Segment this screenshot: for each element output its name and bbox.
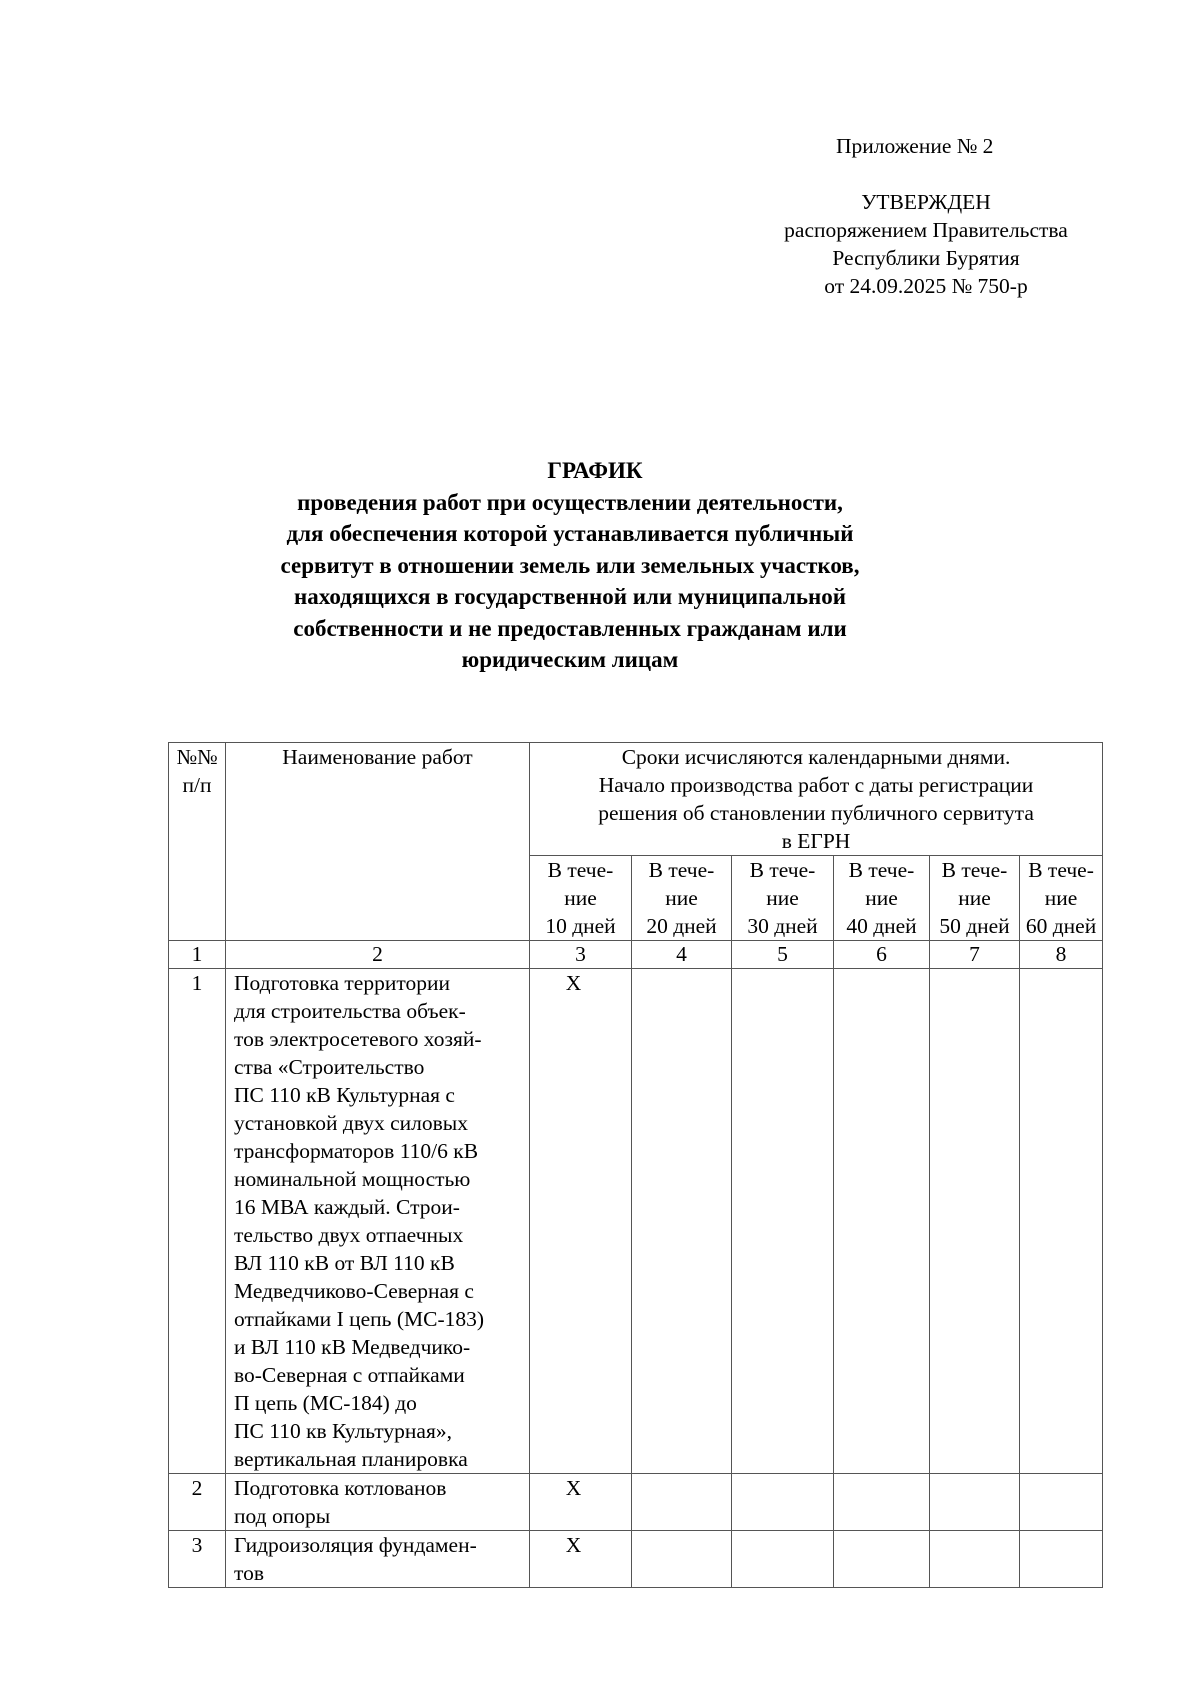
- day-column-header: [530, 856, 632, 941]
- mark-cell: [1020, 1474, 1103, 1531]
- table-row: [169, 1474, 1103, 1531]
- row-number: 3: [169, 1531, 226, 1588]
- day-line: 30 дней: [747, 914, 818, 938]
- header-number-line: п/п: [182, 773, 212, 797]
- day-line: 50 дней: [939, 914, 1010, 938]
- approved-by-line-1: распоряжением Правительства: [784, 218, 1068, 242]
- work-name-line: ВЛ 110 кВ от ВЛ 110 кВ: [234, 1251, 455, 1275]
- work-name-line: П цепь (МС-184) до: [234, 1391, 417, 1415]
- work-name-line: тельство двух отпаечных: [234, 1223, 464, 1247]
- header-number-line: №№: [176, 745, 218, 769]
- day-line: В тече-: [941, 858, 1008, 882]
- day-line: ние: [958, 886, 991, 910]
- row-number: 1: [169, 969, 226, 1474]
- appendix-label: Приложение № 2: [836, 134, 994, 158]
- day-line: В тече-: [648, 858, 715, 882]
- work-name-line: под опоры: [234, 1504, 331, 1528]
- title-line: для обеспечения которой устанавливается публичный: [286, 521, 854, 546]
- mark-cell: [732, 1531, 834, 1588]
- column-number: 3: [530, 941, 632, 969]
- header-row: [169, 743, 1103, 856]
- column-number-row: [169, 941, 1103, 969]
- mark-cell: [530, 969, 632, 1474]
- work-name-line: ПС 110 кв Культурная»,: [234, 1419, 452, 1443]
- mark-cell: [1020, 1531, 1103, 1588]
- column-number: 4: [632, 941, 732, 969]
- column-number: 8: [1020, 941, 1103, 969]
- title-line: юридическим лицам: [461, 647, 679, 672]
- mark-cell: [1020, 969, 1103, 1474]
- mark-cell: [530, 1474, 632, 1531]
- mark-cell: [632, 1531, 732, 1588]
- approved-date: от 24.09.2025 № 750-р: [824, 274, 1028, 298]
- mark-cell: [834, 1474, 930, 1531]
- mark-cell: [930, 1474, 1020, 1531]
- day-line: В тече-: [848, 858, 915, 882]
- header-name-cell: Наименование работ: [226, 743, 530, 941]
- document-title: [200, 455, 940, 676]
- mark-cell: [930, 969, 1020, 1474]
- day-line: 40 дней: [846, 914, 917, 938]
- work-name-line: Гидроизоляция фундамен-: [234, 1533, 477, 1557]
- approved-label: УТВЕРЖДЕН: [861, 190, 991, 214]
- work-name-line: Подготовка котлованов: [234, 1476, 447, 1500]
- day-line: ние: [865, 886, 898, 910]
- day-column-header: [632, 856, 732, 941]
- column-number: 1: [169, 941, 226, 969]
- period-line: Начало производства работ с даты регистрации: [598, 773, 1034, 797]
- work-name-cell: [226, 969, 530, 1474]
- work-name-line: и ВЛ 110 кВ Медведчико-: [234, 1335, 471, 1359]
- schedule-mark: X: [565, 1476, 582, 1500]
- day-line: ние: [766, 886, 799, 910]
- period-line: Сроки исчисляются календарными днями.: [621, 745, 1011, 769]
- day-line: ние: [564, 886, 597, 910]
- day-line: В тече-: [1028, 858, 1094, 882]
- header-number-cell: [169, 743, 226, 941]
- day-line: 10 дней: [545, 914, 616, 938]
- work-name-line: трансформаторов 110/6 кВ: [234, 1139, 479, 1163]
- mark-cell: [732, 969, 834, 1474]
- work-name-line: Подготовка территории: [234, 971, 450, 995]
- day-line: В тече-: [749, 858, 816, 882]
- day-column-header: [834, 856, 930, 941]
- mark-cell: [834, 1531, 930, 1588]
- period-line: в ЕГРН: [781, 829, 851, 853]
- work-name-line: тов: [234, 1561, 265, 1585]
- mark-cell: [632, 969, 732, 1474]
- table-row: [169, 969, 1103, 1474]
- approved-by-line-2: Республики Бурятия: [832, 246, 1020, 270]
- work-name-cell: [226, 1531, 530, 1588]
- day-column-header: [732, 856, 834, 941]
- schedule-mark: X: [565, 1533, 582, 1557]
- schedule-table: [168, 742, 1103, 1588]
- title-line: сервитут в отношении земель или земельных участков,: [280, 552, 860, 578]
- day-line: В тече-: [547, 858, 614, 882]
- row-number: 2: [169, 1474, 226, 1531]
- work-name-line: Медведчиково-Северная с: [234, 1279, 474, 1303]
- mark-cell: [930, 1531, 1020, 1588]
- table-row: [169, 1531, 1103, 1588]
- work-name-line: вертикальная планировка: [234, 1447, 468, 1471]
- title-main: ГРАФИК: [547, 458, 643, 483]
- day-line: 20 дней: [646, 914, 717, 938]
- work-name-cell: [226, 1474, 530, 1531]
- work-name-line: для строительства объек-: [234, 999, 466, 1023]
- mark-cell: [834, 969, 930, 1474]
- day-line: ние: [1044, 886, 1078, 910]
- work-name-line: ства «Строительство: [234, 1055, 425, 1079]
- day-line: ние: [665, 886, 698, 910]
- day-column-header: [930, 856, 1020, 941]
- work-name-line: 16 МВА каждый. Строи-: [234, 1195, 460, 1219]
- mark-cell: [530, 1531, 632, 1588]
- title-line: собственности и не предоставленных гражданам или: [293, 615, 847, 641]
- work-name-line: отпайками I цепь (МС-183): [234, 1307, 485, 1331]
- work-name-line: тов электросетевого хозяй-: [234, 1027, 482, 1051]
- title-line: находящихся в государственной или муниципальной: [293, 584, 847, 609]
- mark-cell: [732, 1474, 834, 1531]
- header-period-cell: [530, 743, 1103, 856]
- column-number: 7: [930, 941, 1020, 969]
- column-number: 6: [834, 941, 930, 969]
- day-line: 60 дней: [1025, 914, 1097, 938]
- column-number: 5: [732, 941, 834, 969]
- title-line: проведения работ при осуществлении деятельности,: [297, 489, 843, 515]
- work-name-line: ПС 110 кВ Культурная с: [234, 1083, 455, 1107]
- work-name-line: установкой двух силовых: [234, 1111, 468, 1135]
- day-column-header: [1020, 856, 1103, 941]
- schedule-mark: X: [565, 971, 582, 995]
- mark-cell: [632, 1474, 732, 1531]
- work-name-line: во-Северная с отпайками: [234, 1363, 465, 1387]
- work-name-line: номинальной мощностью: [234, 1167, 471, 1191]
- period-line: решения об становлении публичного сервитута: [598, 801, 1034, 825]
- column-number: 2: [226, 941, 530, 969]
